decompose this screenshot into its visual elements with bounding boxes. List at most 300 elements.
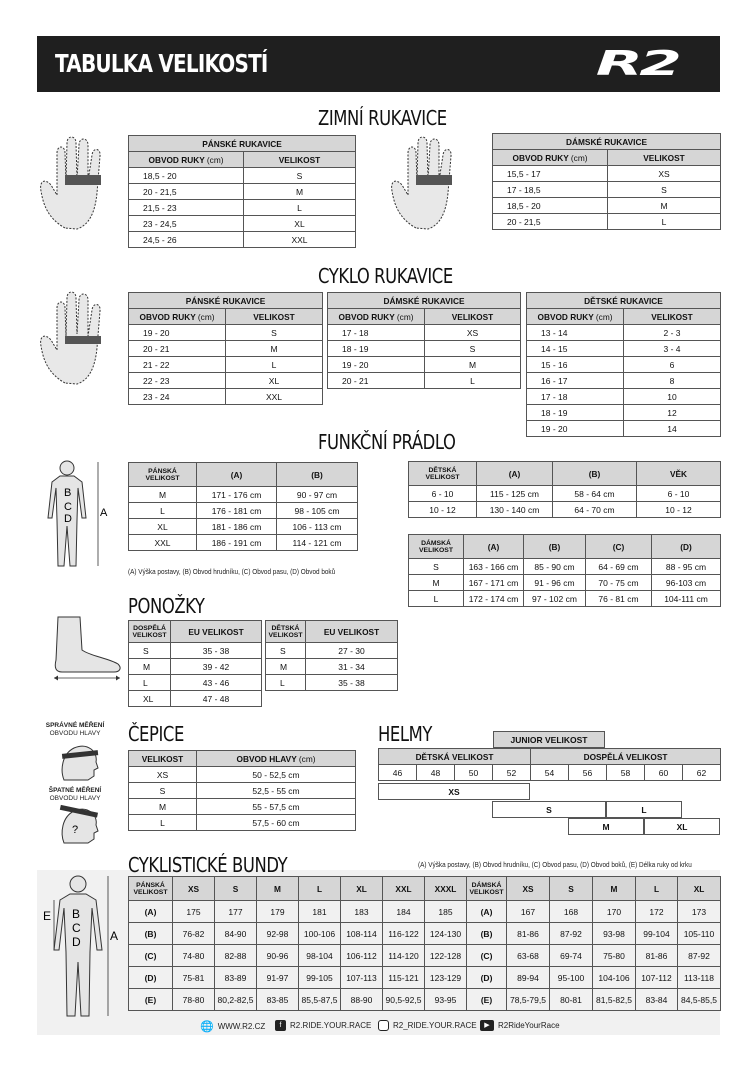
table-row [129, 767, 356, 783]
unit-label: (cm) [197, 311, 215, 322]
table-cell: XXL [129, 535, 197, 551]
table-cell: M [129, 799, 197, 815]
col-header: (B) [553, 462, 637, 486]
table-cell: 123-129 [425, 967, 467, 989]
table-cell: 15 - 16 [527, 357, 624, 373]
table-row [493, 214, 721, 230]
table-cell: 115-121 [383, 967, 425, 989]
figure-label: A [110, 929, 119, 943]
table-cell: 83-89 [215, 967, 257, 989]
table-cell: S [226, 325, 323, 341]
table-row [266, 659, 398, 675]
figure-label: B [64, 487, 72, 499]
table-cell: S [608, 182, 721, 198]
table-cell: 176 - 181 cm [197, 503, 277, 519]
table-cell: 64 - 70 cm [553, 502, 637, 518]
col-header: L [636, 877, 678, 901]
table-cell: S [244, 168, 356, 184]
helmet-size-cell: 48 [417, 765, 455, 781]
table-cell: 105-110 [678, 923, 721, 945]
foot-measure-icon [50, 612, 125, 682]
table-cell: XL [226, 373, 323, 389]
cyklo-women-table [327, 292, 521, 389]
col-header: PÁNSKÁ VELIKOST [129, 877, 173, 901]
table-cell: 100-106 [299, 923, 341, 945]
table-cell: 16 - 17 [527, 373, 624, 389]
table-cell: 90 - 97 cm [277, 487, 358, 503]
table-cell: 81-86 [507, 923, 550, 945]
col-header: XXL [383, 877, 425, 901]
table-cell: 12 [624, 405, 721, 421]
table-row [266, 675, 398, 691]
table-cell: 83-85 [257, 989, 299, 1011]
hand-measure-icon [388, 133, 473, 233]
ponozky-kids-table [265, 620, 398, 691]
table-cell: 20 - 21 [328, 373, 425, 389]
row-key: (C) [129, 945, 173, 967]
table-cell: 35 - 38 [306, 675, 398, 691]
table-cell: 21,5 - 23 [129, 200, 244, 216]
table-cell: 63-68 [507, 945, 550, 967]
footer-youtube[interactable] [480, 1020, 560, 1031]
table-cell: 104-111 cm [652, 591, 721, 607]
table-cell: S [266, 643, 306, 659]
col-header: DOSPĚLÁ VELIKOST [531, 749, 721, 765]
table-cell: S [129, 643, 171, 659]
col-header: EU VELIKOST [306, 621, 398, 643]
col-header: L [299, 877, 341, 901]
figure-label: E [43, 909, 52, 923]
cepice-table [128, 750, 356, 831]
figure-label: B [72, 907, 81, 921]
table-cell: M [266, 659, 306, 675]
helmy-bar-xs: XS [378, 783, 530, 800]
label-bold: SPRÁVNÉ MĚŘENÍ [45, 722, 105, 729]
table-cell: 93-95 [425, 989, 467, 1011]
table-cell: 93-98 [593, 923, 636, 945]
table-row [129, 815, 356, 831]
instagram-icon [378, 1020, 389, 1031]
table-cell: 124-130 [425, 923, 467, 945]
table-cell: 18,5 - 20 [129, 168, 244, 184]
table-title: DÁMSKÉ RUKAVICE [328, 293, 521, 309]
body-figure-icon [42, 458, 114, 570]
table-cell: 19 - 20 [328, 357, 425, 373]
col-header: (A) [464, 535, 524, 559]
table-cell: 18 - 19 [527, 405, 624, 421]
header-bar [37, 36, 720, 92]
table-row [527, 405, 721, 421]
table-cell: M [226, 341, 323, 357]
funkcni-note: (A) Výška postavy, (B) Obvod hrudníku, (C) Obvod pasu, (D) Obvod boků [128, 567, 336, 576]
table-cell: 85,5-87,5 [299, 989, 341, 1011]
table-cell: 84-90 [215, 923, 257, 945]
col-header: (A) [477, 462, 553, 486]
label-bold: ŠPATNÉ MĚŘENÍ [48, 787, 102, 794]
col-header: DÁMSKÁ VELIKOST [467, 877, 507, 901]
table-cell: M [425, 357, 521, 373]
table-cell: 43 - 46 [171, 675, 262, 691]
section-title-helmy: HELMY [378, 722, 432, 746]
page-title: TABULKA VELIKOSTÍ [55, 49, 268, 78]
table-row [129, 503, 358, 519]
table-row [129, 535, 358, 551]
table-cell: 168 [550, 901, 593, 923]
table-cell: 18 - 19 [328, 341, 425, 357]
table-row [129, 799, 356, 815]
col-header: VELIKOST [129, 751, 197, 767]
table-row [129, 168, 356, 184]
table-row [129, 901, 721, 923]
table-cell: 10 [624, 389, 721, 405]
table-cell: 98-104 [299, 945, 341, 967]
table-cell: 23 - 24,5 [129, 216, 244, 232]
col-header: S [215, 877, 257, 901]
table-cell: M [129, 659, 171, 675]
bundy-note: (A) Výška postavy, (B) Obvod hrudníku, (C) Obvod pasu, (D) Obvod boků, (E) Délka ruky od krku [418, 860, 692, 869]
table-cell: 24,5 - 26 [129, 232, 244, 248]
table-row [129, 325, 323, 341]
table-cell: XXL [226, 389, 323, 405]
table-row [129, 232, 356, 248]
table-row [129, 341, 323, 357]
col-header: (B) [277, 463, 358, 487]
table-row [527, 421, 721, 437]
table-row [129, 675, 262, 691]
table-cell: 22 - 23 [129, 373, 226, 389]
col-header: XL [678, 877, 721, 901]
table-cell: 171 - 176 cm [197, 487, 277, 503]
table-cell: 20 - 21,5 [493, 214, 608, 230]
table-row [129, 923, 721, 945]
table-cell: 82-88 [215, 945, 257, 967]
table-cell: L [244, 200, 356, 216]
table-cell: 116-122 [383, 923, 425, 945]
table-cell: 17 - 18 [328, 325, 425, 341]
question-mark: ? [72, 824, 79, 836]
table-cell: 64 - 69 cm [586, 559, 652, 575]
helmy-bar-xl: XL [644, 818, 720, 835]
table-cell: 108-114 [341, 923, 383, 945]
section-title-cyklo: CYKLO RUKAVICE [318, 264, 453, 288]
row-key: (C) [467, 945, 507, 967]
table-cell: 19 - 20 [129, 325, 226, 341]
table-cell: 75-81 [173, 967, 215, 989]
helmet-size-cell: 60 [645, 765, 683, 781]
table-cell: 107-112 [636, 967, 678, 989]
footer-ig-text: R2_RIDE.YOUR.RACE [393, 1021, 477, 1030]
table-row [129, 691, 262, 707]
table-cell: L [226, 357, 323, 373]
table-cell: 10 - 12 [409, 502, 477, 518]
table-cell: 90-96 [257, 945, 299, 967]
table-cell: 55 - 57,5 cm [197, 799, 356, 815]
footer-web-text: WWW.R2.CZ [217, 1022, 266, 1031]
table-row [129, 659, 262, 675]
table-cell: 18,5 - 20 [493, 198, 608, 214]
table-cell: 8 [624, 373, 721, 389]
section-title-cepice: ČEPICE [128, 722, 184, 746]
table-cell: 115 - 125 cm [477, 486, 553, 502]
helmet-size-cell: 52 [493, 765, 531, 781]
table-cell: 99-104 [636, 923, 678, 945]
table-cell: XS [129, 767, 197, 783]
col-header: VELIKOST [608, 150, 721, 166]
helmy-bar-m: M [568, 818, 644, 835]
table-row [527, 373, 721, 389]
table-cell: 175 [173, 901, 215, 923]
cyklo-men-table [128, 292, 323, 405]
table-cell: S [409, 559, 464, 575]
table-cell: 35 - 38 [171, 643, 262, 659]
col-header: VELIKOST [425, 309, 521, 325]
hand-measure-icon [37, 133, 122, 233]
table-row [409, 502, 721, 518]
head-correct-icon [54, 740, 102, 782]
col-header: OBVOD RUKY [139, 311, 196, 322]
table-title: PÁNSKÉ RUKAVICE [129, 136, 356, 152]
table-cell: 10 - 12 [637, 502, 721, 518]
table-row [493, 182, 721, 198]
table-cell: XS [608, 166, 721, 182]
col-header: OBVOD RUKY [537, 311, 594, 322]
table-cell: 15,5 - 17 [493, 166, 608, 182]
table-row [328, 373, 521, 389]
table-cell: 81-86 [636, 945, 678, 967]
funkcni-kids-table [408, 461, 721, 518]
label-text: OBVODU HLAVY [49, 730, 101, 737]
col-header: (B) [524, 535, 586, 559]
col-header: XL [341, 877, 383, 901]
table-cell: 163 - 166 cm [464, 559, 524, 575]
table-row [129, 357, 323, 373]
table-cell: XL [129, 519, 197, 535]
section-title-funkcni: FUNKČNÍ PRÁDLO [318, 430, 456, 454]
helmy-table [378, 748, 721, 781]
helmy-junior-header: JUNIOR VELIKOST [493, 731, 605, 748]
table-cell: 113-118 [678, 967, 721, 989]
table-row [129, 783, 356, 799]
helmy-bar-s: S [492, 801, 606, 818]
table-cell: 76 - 81 cm [586, 591, 652, 607]
table-cell: M [244, 184, 356, 200]
head-wrong-icon [54, 803, 102, 845]
table-cell: 91 - 96 cm [524, 575, 586, 591]
funkcni-women-table [408, 534, 721, 607]
col-header: DOSPĚLÁ [133, 624, 166, 632]
table-cell: 95-100 [550, 967, 593, 989]
unit-label: (cm) [595, 311, 613, 322]
table-row [493, 166, 721, 182]
table-cell: L [129, 815, 197, 831]
table-row [409, 559, 721, 575]
table-cell: L [425, 373, 521, 389]
table-row [527, 389, 721, 405]
section-title-bundy: CYKLISTICKÉ BUNDY [128, 853, 288, 877]
table-cell: 88 - 95 cm [652, 559, 721, 575]
correct-measure-label [40, 722, 110, 738]
helmet-size-cell: 50 [455, 765, 493, 781]
table-row [328, 341, 521, 357]
table-cell: 181 - 186 cm [197, 519, 277, 535]
label-text: OBVODU HLAVY [49, 795, 101, 802]
table-cell: XL [244, 216, 356, 232]
helmet-size-cell: 46 [379, 765, 417, 781]
table-cell: 167 - 171 cm [464, 575, 524, 591]
table-row [129, 200, 356, 216]
table-cell: 84,5-85,5 [678, 989, 721, 1011]
col-header: (D) [652, 535, 721, 559]
helmy-bar-l: L [606, 801, 682, 818]
table-cell: 89-94 [507, 967, 550, 989]
table-cell: 75-80 [593, 945, 636, 967]
table-row [129, 373, 323, 389]
table-cell: 83-84 [636, 989, 678, 1011]
table-cell: XS [425, 325, 521, 341]
col-header: (C) [586, 535, 652, 559]
col-header: OBVOD RUKY [148, 154, 205, 165]
table-cell: 70 - 75 cm [586, 575, 652, 591]
table-row [328, 357, 521, 373]
table-row [409, 486, 721, 502]
table-cell: S [425, 341, 521, 357]
col-header: OBVOD HLAVY [236, 753, 297, 764]
table-cell: 6 - 10 [637, 486, 721, 502]
table-cell: 47 - 48 [171, 691, 262, 707]
table-cell: M [129, 487, 197, 503]
table-row [129, 184, 356, 200]
facebook-icon: f [275, 1020, 286, 1031]
table-cell: 20 - 21,5 [129, 184, 244, 200]
body-figure-icon [40, 872, 124, 1022]
row-key: (B) [129, 923, 173, 945]
table-cell: 172 - 174 cm [464, 591, 524, 607]
wrong-measure-label [40, 787, 110, 803]
col-header: DÁMSKÁ [421, 539, 451, 547]
table-cell: 114 - 121 cm [277, 535, 358, 551]
table-row [129, 643, 262, 659]
table-cell: 69-74 [550, 945, 593, 967]
table-cell: 97 - 102 cm [524, 591, 586, 607]
table-cell: 78,5-79,5 [507, 989, 550, 1011]
table-cell: 19 - 20 [527, 421, 624, 437]
helmet-size-cell: 62 [683, 765, 721, 781]
table-row [129, 967, 721, 989]
table-cell: 2 - 3 [624, 325, 721, 341]
table-cell: 50 - 52,5 cm [197, 767, 356, 783]
ponozky-adult-table [128, 620, 262, 707]
col-header: VELIKOST [226, 309, 323, 325]
table-cell: 20 - 21 [129, 341, 226, 357]
helmet-size-cell: 58 [607, 765, 645, 781]
table-cell: 87-92 [550, 923, 593, 945]
col-header: XXXL [425, 877, 467, 901]
hand-measure-icon [37, 288, 122, 388]
table-cell: 114-120 [383, 945, 425, 967]
table-cell: 74-80 [173, 945, 215, 967]
table-cell: M [409, 575, 464, 591]
table-row [527, 341, 721, 357]
table-cell: 6 [624, 357, 721, 373]
table-row [527, 325, 721, 341]
table-row [129, 945, 721, 967]
col-header: VELIKOST [268, 631, 303, 639]
zimni-men-table [128, 135, 356, 248]
col-header: XS [173, 877, 215, 901]
col-header: XS [507, 877, 550, 901]
table-cell: 172 [636, 901, 678, 923]
col-header: VĚK [637, 462, 721, 486]
col-header: VELIKOST [419, 546, 453, 554]
table-cell: 106-112 [341, 945, 383, 967]
footer-web[interactable] [200, 1020, 265, 1033]
col-header: OBVOD RUKY [512, 152, 569, 163]
table-title: DĚTSKÉ RUKAVICE [527, 293, 721, 309]
globe-icon: 🌐 [200, 1021, 214, 1033]
table-cell: 27 - 30 [306, 643, 398, 659]
table-cell: 31 - 34 [306, 659, 398, 675]
section-title-zimni: ZIMNÍ RUKAVICE [318, 106, 447, 130]
zimni-women-table [492, 133, 721, 230]
table-cell: 186 - 191 cm [197, 535, 277, 551]
table-cell: L [409, 591, 464, 607]
table-cell: 90,5-92,5 [383, 989, 425, 1011]
table-row [409, 575, 721, 591]
table-cell: 21 - 22 [129, 357, 226, 373]
col-header: OBVOD RUKY [338, 311, 395, 322]
col-header: PÁNSKÁ [148, 467, 177, 475]
table-cell: 81,5-82,5 [593, 989, 636, 1011]
table-cell: 179 [257, 901, 299, 923]
col-header: DĚTSKÁ VELIKOST [379, 749, 531, 765]
table-cell: XXL [244, 232, 356, 248]
footer-yt-text: R2RideYourRace [498, 1021, 560, 1030]
table-cell: 80-81 [550, 989, 593, 1011]
table-cell: 57,5 - 60 cm [197, 815, 356, 831]
col-header: VELIKOST [132, 631, 167, 639]
table-cell: 107-113 [341, 967, 383, 989]
cyklo-kids-table [526, 292, 721, 437]
table-title: DÁMSKÉ RUKAVICE [493, 134, 721, 150]
table-cell: 130 - 140 cm [477, 502, 553, 518]
table-row [129, 216, 356, 232]
bundy-table [128, 876, 721, 1011]
table-cell: S [129, 783, 197, 799]
unit-label: (cm) [396, 311, 414, 322]
table-cell: 52,5 - 55 cm [197, 783, 356, 799]
table-cell: L [129, 675, 171, 691]
helmet-size-cell: 54 [531, 765, 569, 781]
figure-label: C [64, 501, 72, 513]
row-key: (E) [467, 989, 507, 1011]
figure-label: D [72, 935, 81, 949]
table-cell: 14 [624, 421, 721, 437]
figure-label: A [100, 507, 108, 519]
table-cell: 184 [383, 901, 425, 923]
table-title: PÁNSKÉ RUKAVICE [129, 293, 323, 309]
table-cell: 92-98 [257, 923, 299, 945]
helmet-size-cell: 56 [569, 765, 607, 781]
table-cell: XL [129, 691, 171, 707]
table-cell: 104-106 [593, 967, 636, 989]
footer-instagram[interactable] [378, 1020, 477, 1031]
table-cell: 17 - 18,5 [493, 182, 608, 198]
footer-facebook[interactable] [275, 1020, 371, 1031]
youtube-icon: ▶ [480, 1020, 494, 1031]
table-cell: 181 [299, 901, 341, 923]
funkcni-men-table [128, 462, 358, 551]
table-cell: 13 - 14 [527, 325, 624, 341]
